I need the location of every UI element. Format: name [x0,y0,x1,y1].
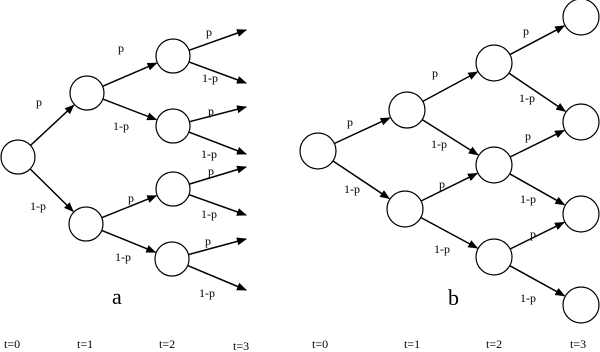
time-label-a-3: t=3 [233,339,250,352]
edge-b-2 [423,72,478,101]
edge-a-6 [189,30,246,50]
edge-a-11 [189,195,246,215]
edge-label-b-6: p [523,24,529,38]
edge-label-a-6: p [206,25,212,39]
edge-label-a-10: p [208,164,214,178]
edge-label-b-5: 1-p [434,242,450,256]
panel-label-a: a [112,284,122,309]
time-label-b-0: t=0 [312,337,329,351]
node-b2uu [476,45,512,81]
node-b3d [563,287,599,323]
time-label-b-1: t=1 [404,337,421,351]
edge-b-1 [333,161,389,199]
node-b2m [476,147,512,183]
edge-label-b-0: p [347,115,353,129]
time-label-a-2: t=2 [159,337,176,351]
nodes-layer [1,0,599,323]
edge-label-a-0: p [36,95,42,109]
edge-a-3 [103,99,156,120]
node-b0 [300,133,336,169]
edge-label-a-13: 1-p [199,286,215,300]
edge-b-9 [510,174,565,205]
edge-b-6 [510,26,564,55]
edge-label-a-2: p [118,41,124,55]
edge-label-a-1: 1-p [30,199,46,213]
node-a1u [70,76,104,110]
node-b3b [563,104,599,140]
edge-a-12 [188,239,246,255]
edge-label-a-3: 1-p [113,119,129,133]
edge-b-10 [510,222,564,249]
edge-label-a-11: 1-p [201,207,217,221]
edge-label-b-4: p [439,177,445,191]
edge-label-a-12: p [205,234,211,248]
edge-b-7 [509,73,565,111]
edge-label-a-9: 1-p [201,147,217,161]
edge-a-8 [190,107,247,122]
node-a2uu [156,39,190,73]
edge-label-a-5: 1-p [115,250,131,264]
node-b1d [387,191,423,227]
edge-a-5 [102,230,156,252]
edge-a-2 [103,63,157,86]
node-b1u [389,92,425,128]
labels-layer [30,24,536,305]
edge-b-11 [510,266,565,296]
edge-label-b-3: 1-p [431,137,447,151]
edge-label-b-8: p [525,129,531,143]
edge-b-0 [334,118,389,144]
edge-label-b-10: p [530,227,536,241]
edge-label-b-7: 1-p [519,91,535,105]
time-label-a-1: t=1 [77,337,94,351]
edge-label-b-1: 1-p [344,182,360,196]
node-b3c [563,196,599,232]
edge-label-b-2: p [432,66,438,80]
time-label-b-3: t=3 [570,337,587,351]
time-label-a-0: t=0 [4,337,21,351]
node-a0 [1,140,35,174]
node-a2ud [156,109,190,143]
edge-label-a-7: 1-p [202,71,218,85]
edge-label-a-4: p [128,191,134,205]
node-a2dd [155,242,189,276]
node-a2du [156,172,190,206]
node-a1d [69,207,103,241]
edge-a-9 [189,132,246,154]
edge-a-10 [189,167,246,184]
edge-a-13 [188,266,246,290]
edge-label-b-9: 1-p [520,192,536,206]
edge-label-b-11: 1-p [520,291,536,305]
time-label-b-2: t=2 [486,337,503,351]
edge-b-4 [421,173,477,201]
node-b3a [563,0,599,35]
edge-a-0 [31,105,74,145]
panel-label-b: b [448,285,459,310]
node-b2dd [476,239,512,275]
edge-label-a-8: p [208,104,214,118]
edge-b-8 [510,130,564,157]
